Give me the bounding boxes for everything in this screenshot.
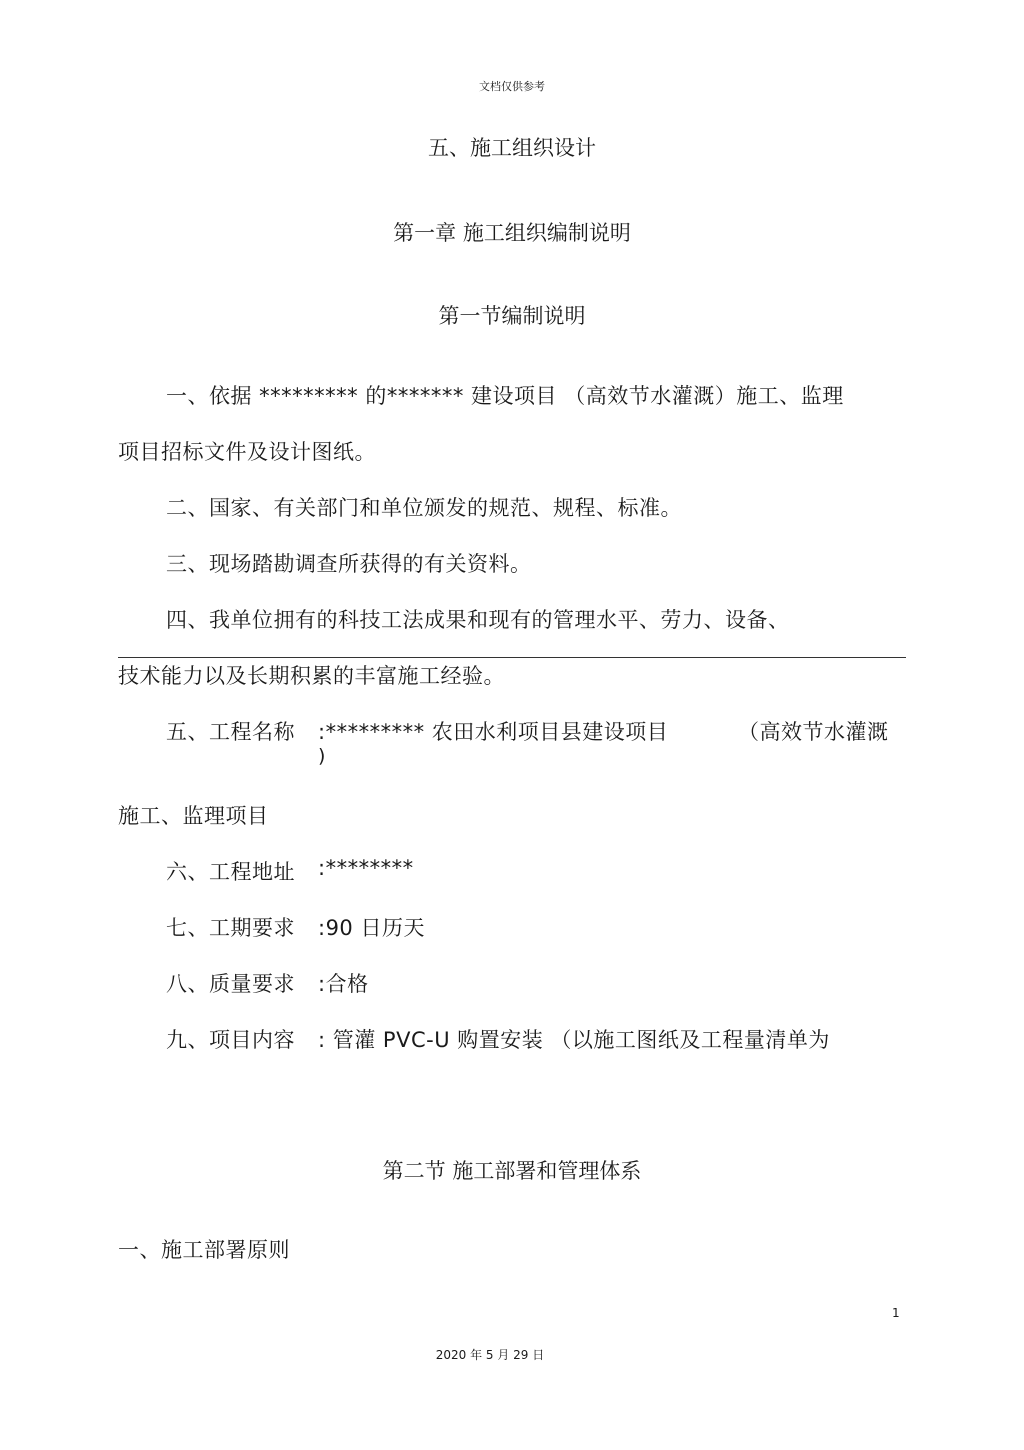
item5-label: 五、工程名称 [166, 720, 295, 744]
item5-value: :********* 农田水利项目县建设项目 [318, 720, 669, 744]
footer-date: 2020 年 5 月 29 日 [435, 1348, 545, 1362]
section2-heading: 第二节 施工部署和管理体系 [382, 1159, 642, 1183]
main-heading: 五、施工组织设计 [428, 136, 596, 160]
item4-line2: 技术能力以及长期积累的丰富施工经验。 [118, 664, 505, 688]
item1-line2: 项目招标文件及设计图纸。 [118, 440, 376, 464]
section2-item1: 一、施工部署原则 [118, 1238, 290, 1262]
section1-heading: 第一节编制说明 [438, 304, 586, 328]
horizontal-rule [118, 657, 906, 658]
header-note: 文档仅供参考 [479, 80, 545, 93]
item4-line1: 四、我单位拥有的科技工法成果和现有的管理水平、劳力、设备、 [166, 608, 790, 632]
item1-line1: 一、依据 ********* 的******* 建设项目 （高效节水灌溉）施工、监理 [166, 384, 844, 408]
item5-paren: （高效节水灌溉 [738, 720, 889, 744]
item5-close-paren: ) [318, 745, 326, 767]
page-number: 1 [892, 1306, 900, 1320]
item9-label: 九、项目内容 [166, 1028, 295, 1052]
item6-value: :******** [318, 856, 414, 880]
item6-label: 六、工程地址 [166, 860, 295, 884]
item3: 三、现场踏勘调查所获得的有关资料。 [166, 552, 532, 576]
item9-value: : 管灌 PVC-U 购置安装 （以施工图纸及工程量清单为 [318, 1028, 830, 1052]
item5-line2: 施工、监理项目 [118, 804, 269, 828]
item8-label: 八、质量要求 [166, 972, 295, 996]
item7-value: :90 日历天 [318, 916, 425, 940]
item8-value: :合格 [318, 972, 369, 996]
item2: 二、国家、有关部门和单位颁发的规范、规程、标准。 [166, 496, 682, 520]
item7-label: 七、工期要求 [166, 916, 295, 940]
chapter-heading: 第一章 施工组织编制说明 [393, 221, 631, 245]
